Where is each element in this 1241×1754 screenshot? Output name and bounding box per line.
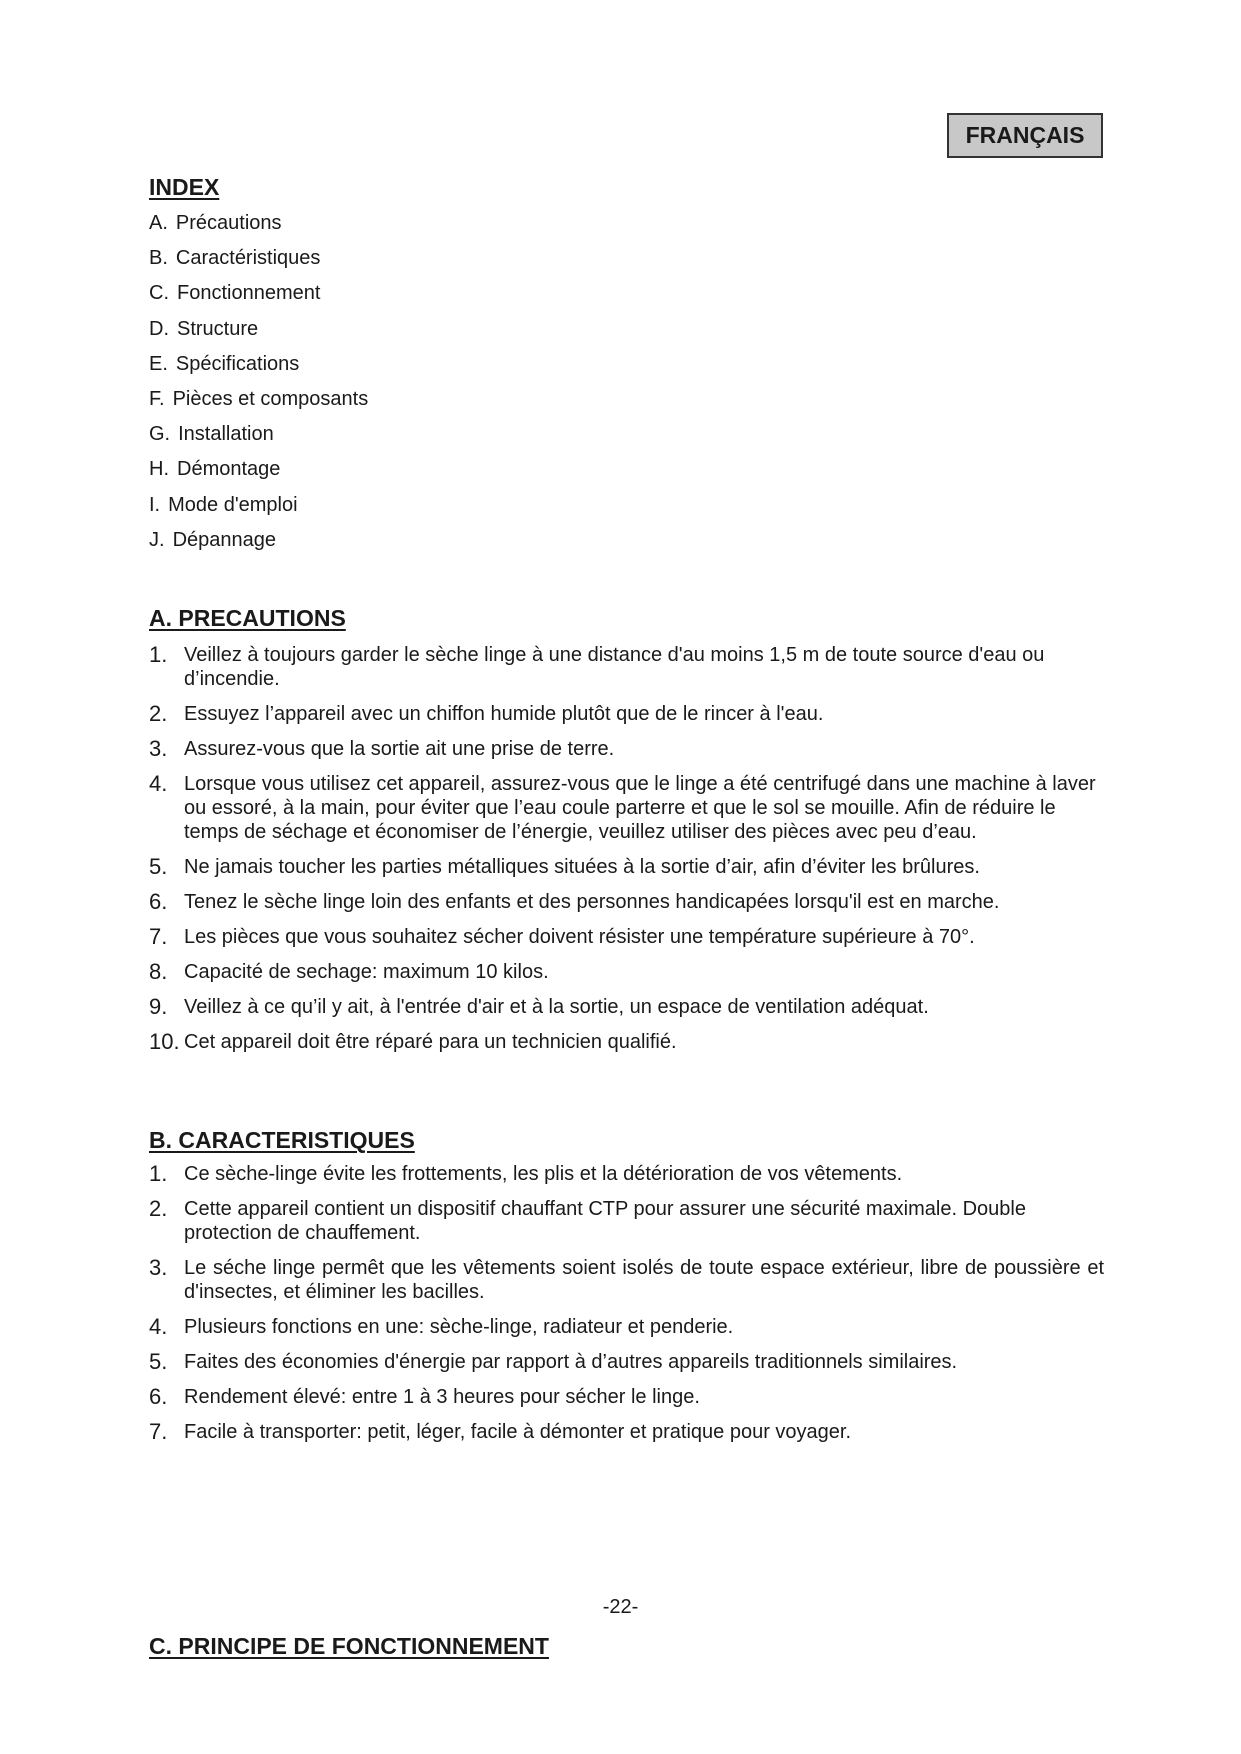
index-label: Caractéristiques [175, 247, 321, 270]
list-item [149, 960, 1104, 984]
item-text: Plusieurs fonctions en une: sèche-linge, radiateur et penderie. [184, 1316, 734, 1338]
item-number: 6. [149, 889, 168, 914]
item-number: 5. [149, 1349, 168, 1374]
list-item [149, 772, 1104, 844]
index-letter: H. [149, 458, 169, 481]
item-number: 7. [149, 1419, 168, 1444]
index-label: Précautions [175, 212, 282, 234]
index-item-f [149, 386, 376, 421]
precautions-title: A. PRECAUTIONS [149, 605, 346, 631]
item-text: Assurez-vous que la sortie ait une prise de terre. [184, 738, 615, 760]
item-text: Facile à transporter: petit, léger, facile à démonter et pratique pour voyager. [184, 1421, 852, 1443]
index-item-b [149, 245, 376, 280]
index-item-d [149, 316, 376, 351]
list-item [149, 1315, 1104, 1339]
index-label: Démontage [177, 458, 281, 481]
item-number: 1. [149, 642, 168, 667]
list-item [149, 995, 1104, 1019]
item-text: Ne jamais toucher les parties métalliques situées à la sortie d’air, afin d’éviter les brûlures. [184, 856, 980, 878]
index-item-j [149, 527, 376, 562]
item-text: Rendement élevé: entre 1 à 3 heures pour sécher le linge. [184, 1386, 700, 1408]
index-title: INDEX [149, 174, 220, 200]
index-letter: E. [149, 352, 168, 375]
list-item [149, 1030, 1104, 1054]
index-label: Pièces et composants [172, 387, 369, 410]
principe-title: C. PRINCIPE DE FONCTIONNEMENT [149, 1633, 549, 1659]
page-number: -22- [602, 1596, 639, 1618]
list-item [149, 1420, 1104, 1444]
item-text: Faites des économies d'énergie par rapport à d’autres appareils traditionnels similaires. [184, 1351, 958, 1373]
index-label: Fonctionnement [177, 282, 321, 305]
index-letter: G. [149, 423, 171, 446]
caracteristiques-title: B. CARACTERISTIQUES [149, 1127, 415, 1153]
index-letter: F. [149, 387, 165, 410]
item-text: Cette appareil contient un dispositif chauffant CTP pour assurer une sécurité maximale. Double protection de chauffement. [184, 1198, 1026, 1244]
index-letter: J. [149, 528, 165, 551]
precautions-list [149, 643, 1104, 1065]
index-label: Spécifications [175, 352, 300, 375]
item-text: Lorsque vous utilisez cet appareil, assurez-vous que le linge a été centrifugé dans une machine à laver ou essoré, à la main, pour éviter que l’eau coule parterre et que le sol se mouille. Afin de réduire le temps de séchage et économiser de l’énergie, veuillez utiliser des pièces avec peu d’eau. [184, 773, 1096, 843]
list-item [149, 643, 1104, 691]
list-item [149, 925, 1104, 949]
index-item-a [149, 210, 376, 245]
item-number: 5. [149, 854, 168, 879]
index-item-i [149, 492, 376, 527]
index-item-g [149, 421, 376, 456]
item-number: 4. [149, 1314, 168, 1339]
list-item [149, 737, 1104, 761]
item-text: Le séche linge permêt que les vêtements soient isolés de toute espace extérieur, libre de poussière et d'insectes, et éliminer les bacilles. [184, 1257, 1104, 1303]
index-item-e [149, 351, 376, 386]
item-number: 9. [149, 994, 168, 1019]
item-number: 2. [149, 701, 168, 726]
item-number: 10. [149, 1029, 180, 1054]
item-number: 1. [149, 1161, 168, 1186]
item-text: Les pièces que vous souhaitez sécher doivent résister une température supérieure à 70°. [184, 926, 975, 948]
index-letter: D. [149, 317, 169, 340]
item-number: 2. [149, 1196, 168, 1221]
index-item-h [149, 456, 376, 491]
index-list [149, 210, 376, 562]
index-item-c [149, 280, 376, 315]
list-item [149, 890, 1104, 914]
language-badge: FRANÇAIS [947, 113, 1103, 158]
item-text: Essuyez l’appareil avec un chiffon humide plutôt que de le rincer à l'eau. [184, 703, 824, 725]
item-text: Tenez le sèche linge loin des enfants et des personnes handicapées lorsqu'il est en marche. [184, 891, 1000, 913]
item-text: Capacité de sechage: maximum 10 kilos. [184, 961, 549, 983]
item-number: 3. [149, 1255, 168, 1280]
index-letter: B. [149, 247, 168, 270]
index-letter: C. [149, 282, 169, 305]
item-number: 3. [149, 736, 168, 761]
list-item [149, 1385, 1104, 1409]
list-item [149, 702, 1104, 726]
item-number: 4. [149, 771, 168, 796]
list-item [149, 1256, 1104, 1304]
index-label: Structure [177, 317, 259, 340]
index-label: Mode d'emploi [168, 493, 298, 516]
list-item [149, 1162, 1104, 1186]
item-number: 7. [149, 924, 168, 949]
item-text: Veillez à ce qu’il y ait, à l'entrée d'air et à la sortie, un espace de ventilation adéquat. [184, 996, 929, 1018]
list-item [149, 855, 1104, 879]
index-letter: I. [149, 493, 161, 516]
index-letter: A. [149, 212, 168, 234]
list-item [149, 1197, 1104, 1245]
item-number: 6. [149, 1384, 168, 1409]
item-text: Veillez à toujours garder le sèche linge à une distance d'au moins 1,5 m de toute source d'eau ou d’incendie. [184, 644, 1045, 690]
index-label: Installation [178, 423, 274, 446]
item-text: Ce sèche-linge évite les frottements, les plis et la détérioration de vos vêtements. [184, 1163, 903, 1185]
list-item [149, 1350, 1104, 1374]
index-label: Dépannage [172, 528, 276, 551]
caracteristiques-list [149, 1162, 1104, 1455]
item-number: 8. [149, 959, 168, 984]
item-text: Cet appareil doit être réparé para un technicien qualifié. [184, 1031, 677, 1053]
